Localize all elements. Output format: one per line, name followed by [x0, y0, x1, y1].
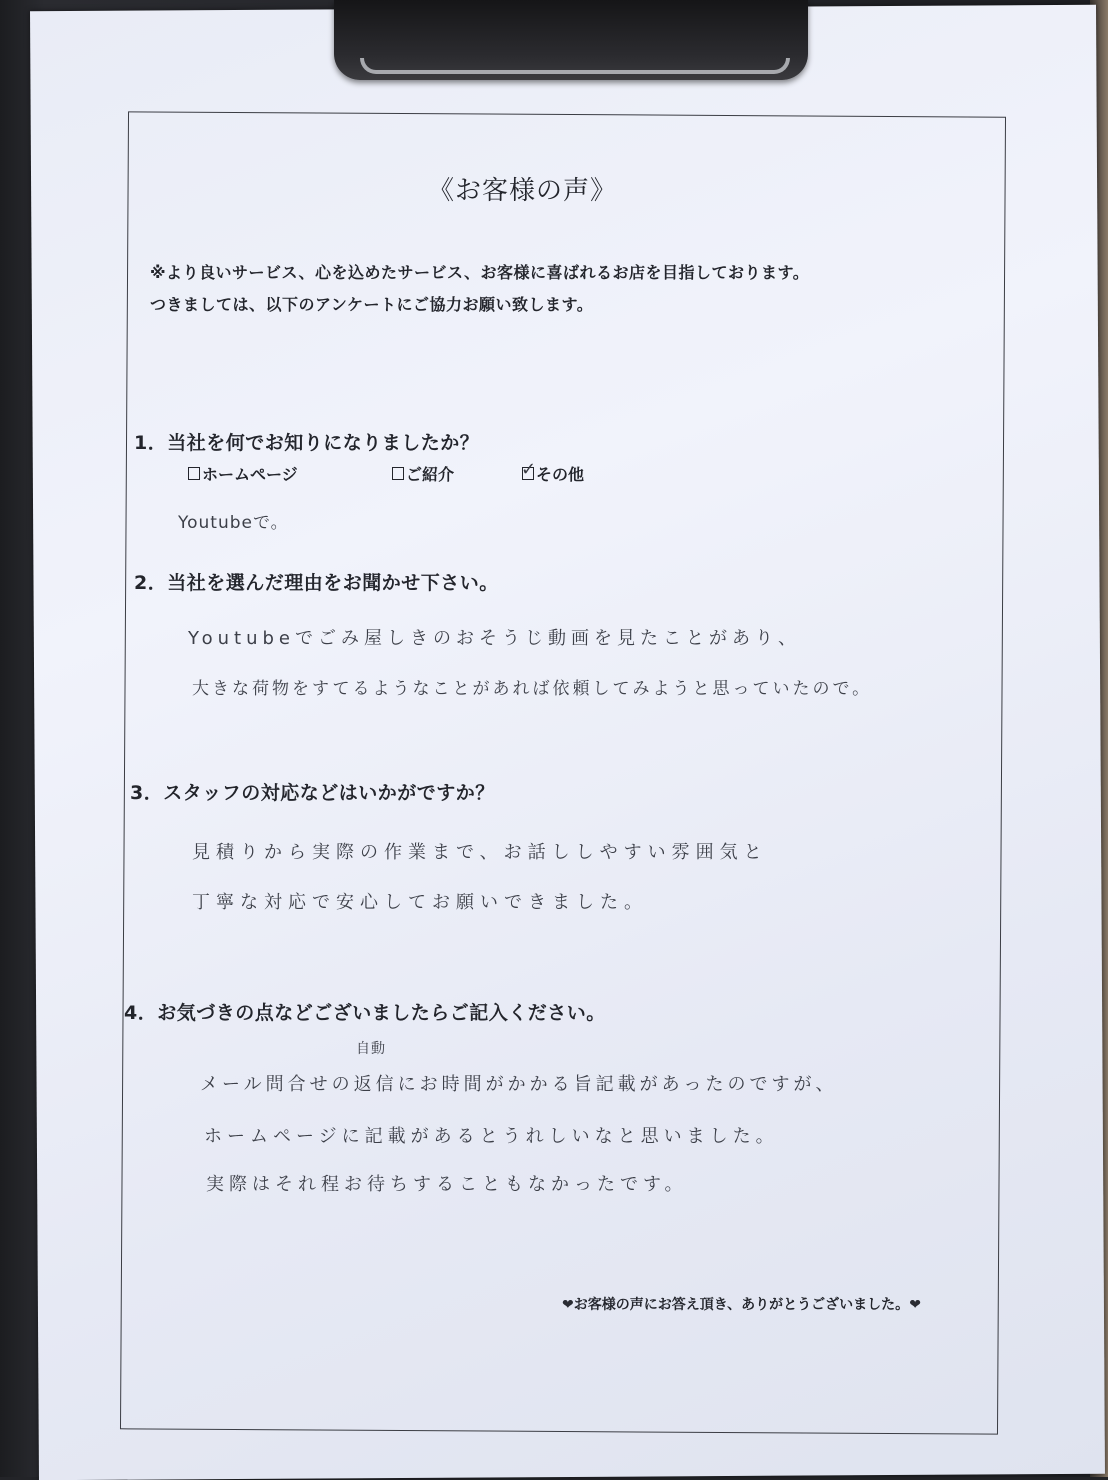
option-homepage[interactable] — [188, 462, 298, 485]
question-2: 2．当社を選んだ理由をお聞かせ下さい。 — [134, 572, 499, 594]
footer-message — [562, 1294, 921, 1314]
question-3: 3．スタッフの対応などはいかがですか？ — [130, 782, 495, 804]
answer-2-line-1: Youtubeでごみ屋しきのおそうじ動画を見たことがあり、 — [188, 628, 801, 649]
answer-4-line-2: ホームページに記載があるとうれしいなと思いました。 — [204, 1126, 779, 1147]
option-referral-label: ご紹介 — [406, 465, 455, 484]
option-homepage-label: ホームページ — [202, 465, 298, 484]
answer-2-line-2: 大きな荷物をすてるようなことがあれば依頼してみようと思っていたので。 — [192, 679, 873, 699]
checkbox-other[interactable] — [521, 459, 537, 480]
answer-3-line-2: 丁寧な対応で安心してお願いできました。 — [192, 892, 648, 913]
checkbox-homepage[interactable] — [188, 467, 200, 480]
heart-icon: ❤ — [562, 1297, 574, 1313]
insertion-note: 自動 — [356, 1041, 386, 1057]
survey-title: 《お客様の声》 — [428, 176, 618, 206]
intro-line-2: つきましては、以下のアンケートにご協力お願い致します。 — [150, 295, 594, 314]
answer-1: Youtubeで。 — [178, 513, 289, 533]
answer-4-line-1: メール問合せの返信にお時間がかかる旨記載があったのですが、 — [200, 1074, 838, 1095]
footer-text: お客様の声にお答え頂き、ありがとうございました。 — [573, 1297, 910, 1313]
clip-wire — [360, 58, 790, 74]
option-other-label: その他 — [536, 465, 585, 484]
checkbox-referral[interactable] — [392, 467, 404, 480]
option-other[interactable] — [521, 459, 585, 485]
heart-icon: ❤ — [909, 1297, 921, 1313]
option-referral[interactable] — [392, 462, 454, 485]
answer-3-line-1: 見積りから実際の作業まで、お話ししやすい雰囲気と — [192, 842, 768, 863]
answer-4-line-3: 実際はそれ程お待ちすることもなかったです。 — [206, 1174, 688, 1195]
check-mark-icon: ✓ — [521, 459, 537, 480]
intro-line-1: ※より良いサービス、心を込めたサービス、お客様に喜ばれるお店を目指しております。 — [150, 263, 810, 282]
question-1: 1．当社を何でお知りになりましたか？ — [134, 432, 480, 454]
question-4: 4．お気づきの点などございましたらご記入ください。 — [124, 1002, 606, 1024]
